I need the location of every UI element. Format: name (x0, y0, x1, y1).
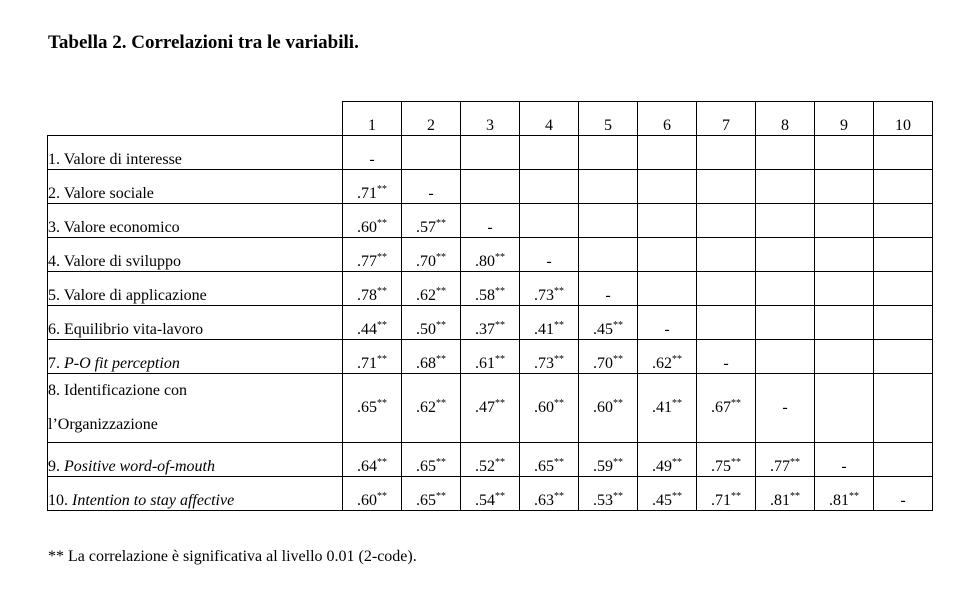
correlation-cell (874, 340, 933, 374)
correlation-cell: .45** (638, 477, 697, 511)
correlation-cell: .65** (402, 477, 461, 511)
correlation-cell (815, 170, 874, 204)
correlation-cell: - (343, 136, 402, 170)
correlation-cell: .41** (520, 306, 579, 340)
correlation-cell (638, 170, 697, 204)
table-row (48, 238, 933, 272)
correlation-cell: .60** (343, 477, 402, 511)
correlation-cell: .60** (343, 204, 402, 238)
row-label-text: Valore di interesse (63, 151, 182, 168)
correlation-cell: - (874, 477, 933, 511)
row-number: 10. (48, 492, 72, 509)
row-label-text: Valore economico (63, 219, 180, 236)
correlation-cell: - (815, 443, 874, 477)
row-label-text: Positive word-of-mouth (64, 458, 215, 475)
correlation-cell (520, 204, 579, 238)
correlation-cell: .67** (697, 374, 756, 443)
correlation-cell: .64** (343, 443, 402, 477)
correlation-cell (697, 136, 756, 170)
correlation-cell (520, 136, 579, 170)
row-label-text: Valore sociale (63, 185, 154, 202)
column-header-1: 1 (343, 102, 402, 136)
correlation-cell: .44** (343, 306, 402, 340)
header-corner (48, 102, 343, 136)
correlation-cell: .50** (402, 306, 461, 340)
correlation-cell (756, 306, 815, 340)
correlation-cell (402, 136, 461, 170)
correlation-cell: .45** (579, 306, 638, 340)
correlation-cell (638, 204, 697, 238)
correlation-cell: .60** (520, 374, 579, 443)
correlation-cell: .70** (402, 238, 461, 272)
correlation-cell (520, 170, 579, 204)
row-label (48, 443, 343, 477)
correlation-cell: .78** (343, 272, 402, 306)
column-header-2: 2 (402, 102, 461, 136)
correlation-cell (697, 272, 756, 306)
row-number: 2. (48, 185, 64, 202)
correlation-cell: - (638, 306, 697, 340)
correlation-cell (815, 340, 874, 374)
row-label-text: Valore di applicazione (63, 287, 207, 304)
correlation-cell (756, 340, 815, 374)
row-number: 3. (48, 219, 64, 236)
correlation-cell: .54** (461, 477, 520, 511)
table-row (48, 477, 933, 511)
column-header-9: 9 (815, 102, 874, 136)
correlation-cell: .71** (343, 340, 402, 374)
column-header-6: 6 (638, 102, 697, 136)
correlation-cell: .73** (520, 340, 579, 374)
correlation-cell (579, 204, 638, 238)
column-header-5: 5 (579, 102, 638, 136)
correlation-cell: .52** (461, 443, 520, 477)
correlation-cell (874, 136, 933, 170)
row-label-text: Identificazione con l’Organizzazione (48, 382, 188, 433)
row-label (48, 374, 343, 443)
correlation-cell: .73** (520, 272, 579, 306)
correlation-cell (756, 204, 815, 238)
correlation-cell: .53** (579, 477, 638, 511)
row-label (48, 204, 343, 238)
table-row (48, 374, 933, 443)
correlation-cell: - (756, 374, 815, 443)
correlation-cell (697, 238, 756, 272)
correlation-cell (579, 136, 638, 170)
correlation-cell: .62** (402, 272, 461, 306)
correlation-cell (756, 272, 815, 306)
correlation-cell (815, 136, 874, 170)
row-label (48, 306, 343, 340)
correlation-cell (815, 374, 874, 443)
correlation-cell: .60** (579, 374, 638, 443)
correlation-cell: .37** (461, 306, 520, 340)
correlation-cell: .77** (343, 238, 402, 272)
row-label-text: Intention to stay affective (72, 492, 235, 509)
correlation-cell (815, 306, 874, 340)
row-number: 9. (48, 458, 64, 475)
correlation-cell: .61** (461, 340, 520, 374)
correlation-cell (579, 170, 638, 204)
correlation-cell (874, 204, 933, 238)
correlation-cell: .65** (343, 374, 402, 443)
correlation-cell (638, 136, 697, 170)
header-row (48, 102, 933, 136)
correlation-cell: .81** (815, 477, 874, 511)
row-label-text: Valore di sviluppo (63, 253, 182, 270)
correlation-cell: .77** (756, 443, 815, 477)
row-number: 7. (48, 355, 64, 372)
correlation-cell: .65** (520, 443, 579, 477)
column-header-4: 4 (520, 102, 579, 136)
correlation-cell (874, 170, 933, 204)
column-header-10: 10 (874, 102, 933, 136)
correlation-cell: .80** (461, 238, 520, 272)
correlation-cell (874, 443, 933, 477)
correlation-cell: .49** (638, 443, 697, 477)
correlation-cell (638, 238, 697, 272)
row-label (48, 238, 343, 272)
column-header-7: 7 (697, 102, 756, 136)
correlation-cell (874, 272, 933, 306)
correlation-cell: .62** (638, 340, 697, 374)
column-header-8: 8 (756, 102, 815, 136)
correlation-cell: .68** (402, 340, 461, 374)
correlation-cell: - (579, 272, 638, 306)
row-number: 1. (48, 151, 64, 168)
correlation-cell: .47** (461, 374, 520, 443)
correlation-cell (697, 170, 756, 204)
correlation-cell: - (402, 170, 461, 204)
row-label (48, 170, 343, 204)
row-number: 5. (48, 287, 64, 304)
table-row (48, 340, 933, 374)
correlation-cell: - (697, 340, 756, 374)
table-row (48, 170, 933, 204)
correlation-cell: .75** (697, 443, 756, 477)
correlation-cell (815, 272, 874, 306)
correlation-cell (815, 238, 874, 272)
correlation-cell (638, 272, 697, 306)
correlation-cell: .63** (520, 477, 579, 511)
correlation-cell (756, 170, 815, 204)
correlation-cell: .81** (756, 477, 815, 511)
correlation-cell (579, 238, 638, 272)
row-number: 4. (48, 253, 64, 270)
correlation-cell: .62** (402, 374, 461, 443)
correlation-cell (815, 204, 874, 238)
correlation-cell (697, 306, 756, 340)
column-header-3: 3 (461, 102, 520, 136)
row-label-text: P-O fit perception (64, 355, 180, 372)
table-row (48, 204, 933, 238)
correlation-table (47, 101, 933, 511)
table-row (48, 306, 933, 340)
correlation-cell (461, 170, 520, 204)
table-row (48, 136, 933, 170)
correlation-cell: .71** (697, 477, 756, 511)
correlation-cell (756, 136, 815, 170)
correlation-cell (874, 306, 933, 340)
table-row (48, 443, 933, 477)
correlation-cell: .41** (638, 374, 697, 443)
table-title: Tabella 2. Correlazioni tra le variabili. (48, 32, 359, 53)
row-label-text: Equilibrio vita-lavoro (64, 321, 204, 338)
row-number: 6. (48, 321, 64, 338)
table-row (48, 272, 933, 306)
correlation-cell (874, 374, 933, 443)
correlation-cell: .71** (343, 170, 402, 204)
table-footnote: ** La correlazione è significativa al livello 0.01 (2-code). (48, 548, 417, 565)
row-label (48, 272, 343, 306)
correlation-cell: .65** (402, 443, 461, 477)
correlation-cell (756, 238, 815, 272)
correlation-cell: - (520, 238, 579, 272)
correlation-cell (874, 238, 933, 272)
correlation-cell: .58** (461, 272, 520, 306)
row-number: 8. (48, 382, 64, 399)
correlation-cell (697, 204, 756, 238)
correlation-cell: .59** (579, 443, 638, 477)
correlation-cell: .70** (579, 340, 638, 374)
row-label (48, 477, 343, 511)
correlation-cell: - (461, 204, 520, 238)
row-label (48, 136, 343, 170)
correlation-cell: .57** (402, 204, 461, 238)
row-label (48, 340, 343, 374)
correlation-cell (461, 136, 520, 170)
